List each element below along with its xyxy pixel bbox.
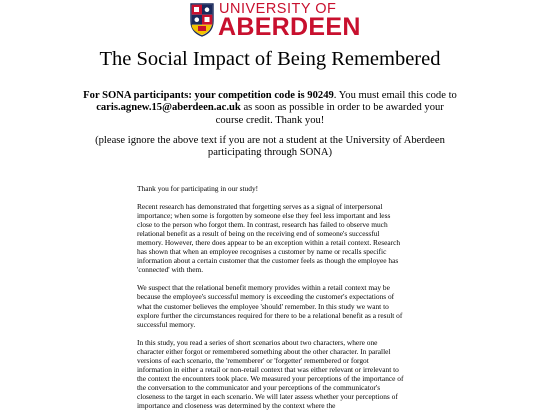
brand-line1: UNIVERSITY OF — [219, 1, 337, 17]
university-crest-icon — [190, 3, 214, 37]
brand-line2: ABERDEEN — [218, 13, 361, 41]
sona-notice — [82, 90, 458, 127]
notice-text: . You must email this code to — [333, 90, 457, 101]
competition-code-text: For SONA participants: your competition code is 90249 — [83, 90, 334, 101]
paragraph-method: In this study, you read a series of short scenarios about two characters, where one character either forgot or remembered something about the other character. In parallel versions of each scenario, the 'rememberer' or 'forgetter' remembered or forgot information in either a retail or non-retail context that was either relevant or irrelevant to the context the encounters took place. We measured your perceptions of the importance of the conversation to the communicator and your perceptions of the communicator's closeness to the target in each scenario. We will later assess whether your perceptions of importance and closeness was determined by the context where the — [137, 337, 404, 410]
study-description — [137, 184, 405, 419]
ignore-note: (please ignore the above text if you are not a student at the University of Aberdeen participating through SONA) — [95, 135, 445, 159]
paragraph-thanks: Thank you for participating in our study! — [137, 184, 259, 193]
page-title: The Social Impact of Being Remembered — [99, 48, 441, 70]
contact-email: caris.agnew.15@aberdeen.ac.uk — [96, 102, 241, 114]
university-logo — [190, 1, 361, 41]
paragraph-hypothesis: We suspect that the relational benefit memory provides within a retail context may be because the employee's successful memory is exceeding the customer's expectations of what the customer believes the employee 'should' remember. In this study we want to explore further the circumstances required for there to be a relational benefit as a result of successful memory. — [137, 283, 403, 329]
paragraph-background: Recent research has demonstrated that forgetting serves as a signal of interpersonal importance; when some is forgotten by someone else they feel less important and less close to the person who forgot them. In contrast, research has failed to observe much relational benefit as a result of being on the receiving end of someone's successful memory. However, there does appear to be an exception within a retail context. Research has shown that when an employee recognises a customer by name or recalls specific information about a certain customer that the customer feels as though the employee has 'connected' with them. — [137, 202, 401, 275]
notice-text-after-email: as soon as possible in order to be awarded your course credit. Thank you! — [215, 102, 444, 126]
